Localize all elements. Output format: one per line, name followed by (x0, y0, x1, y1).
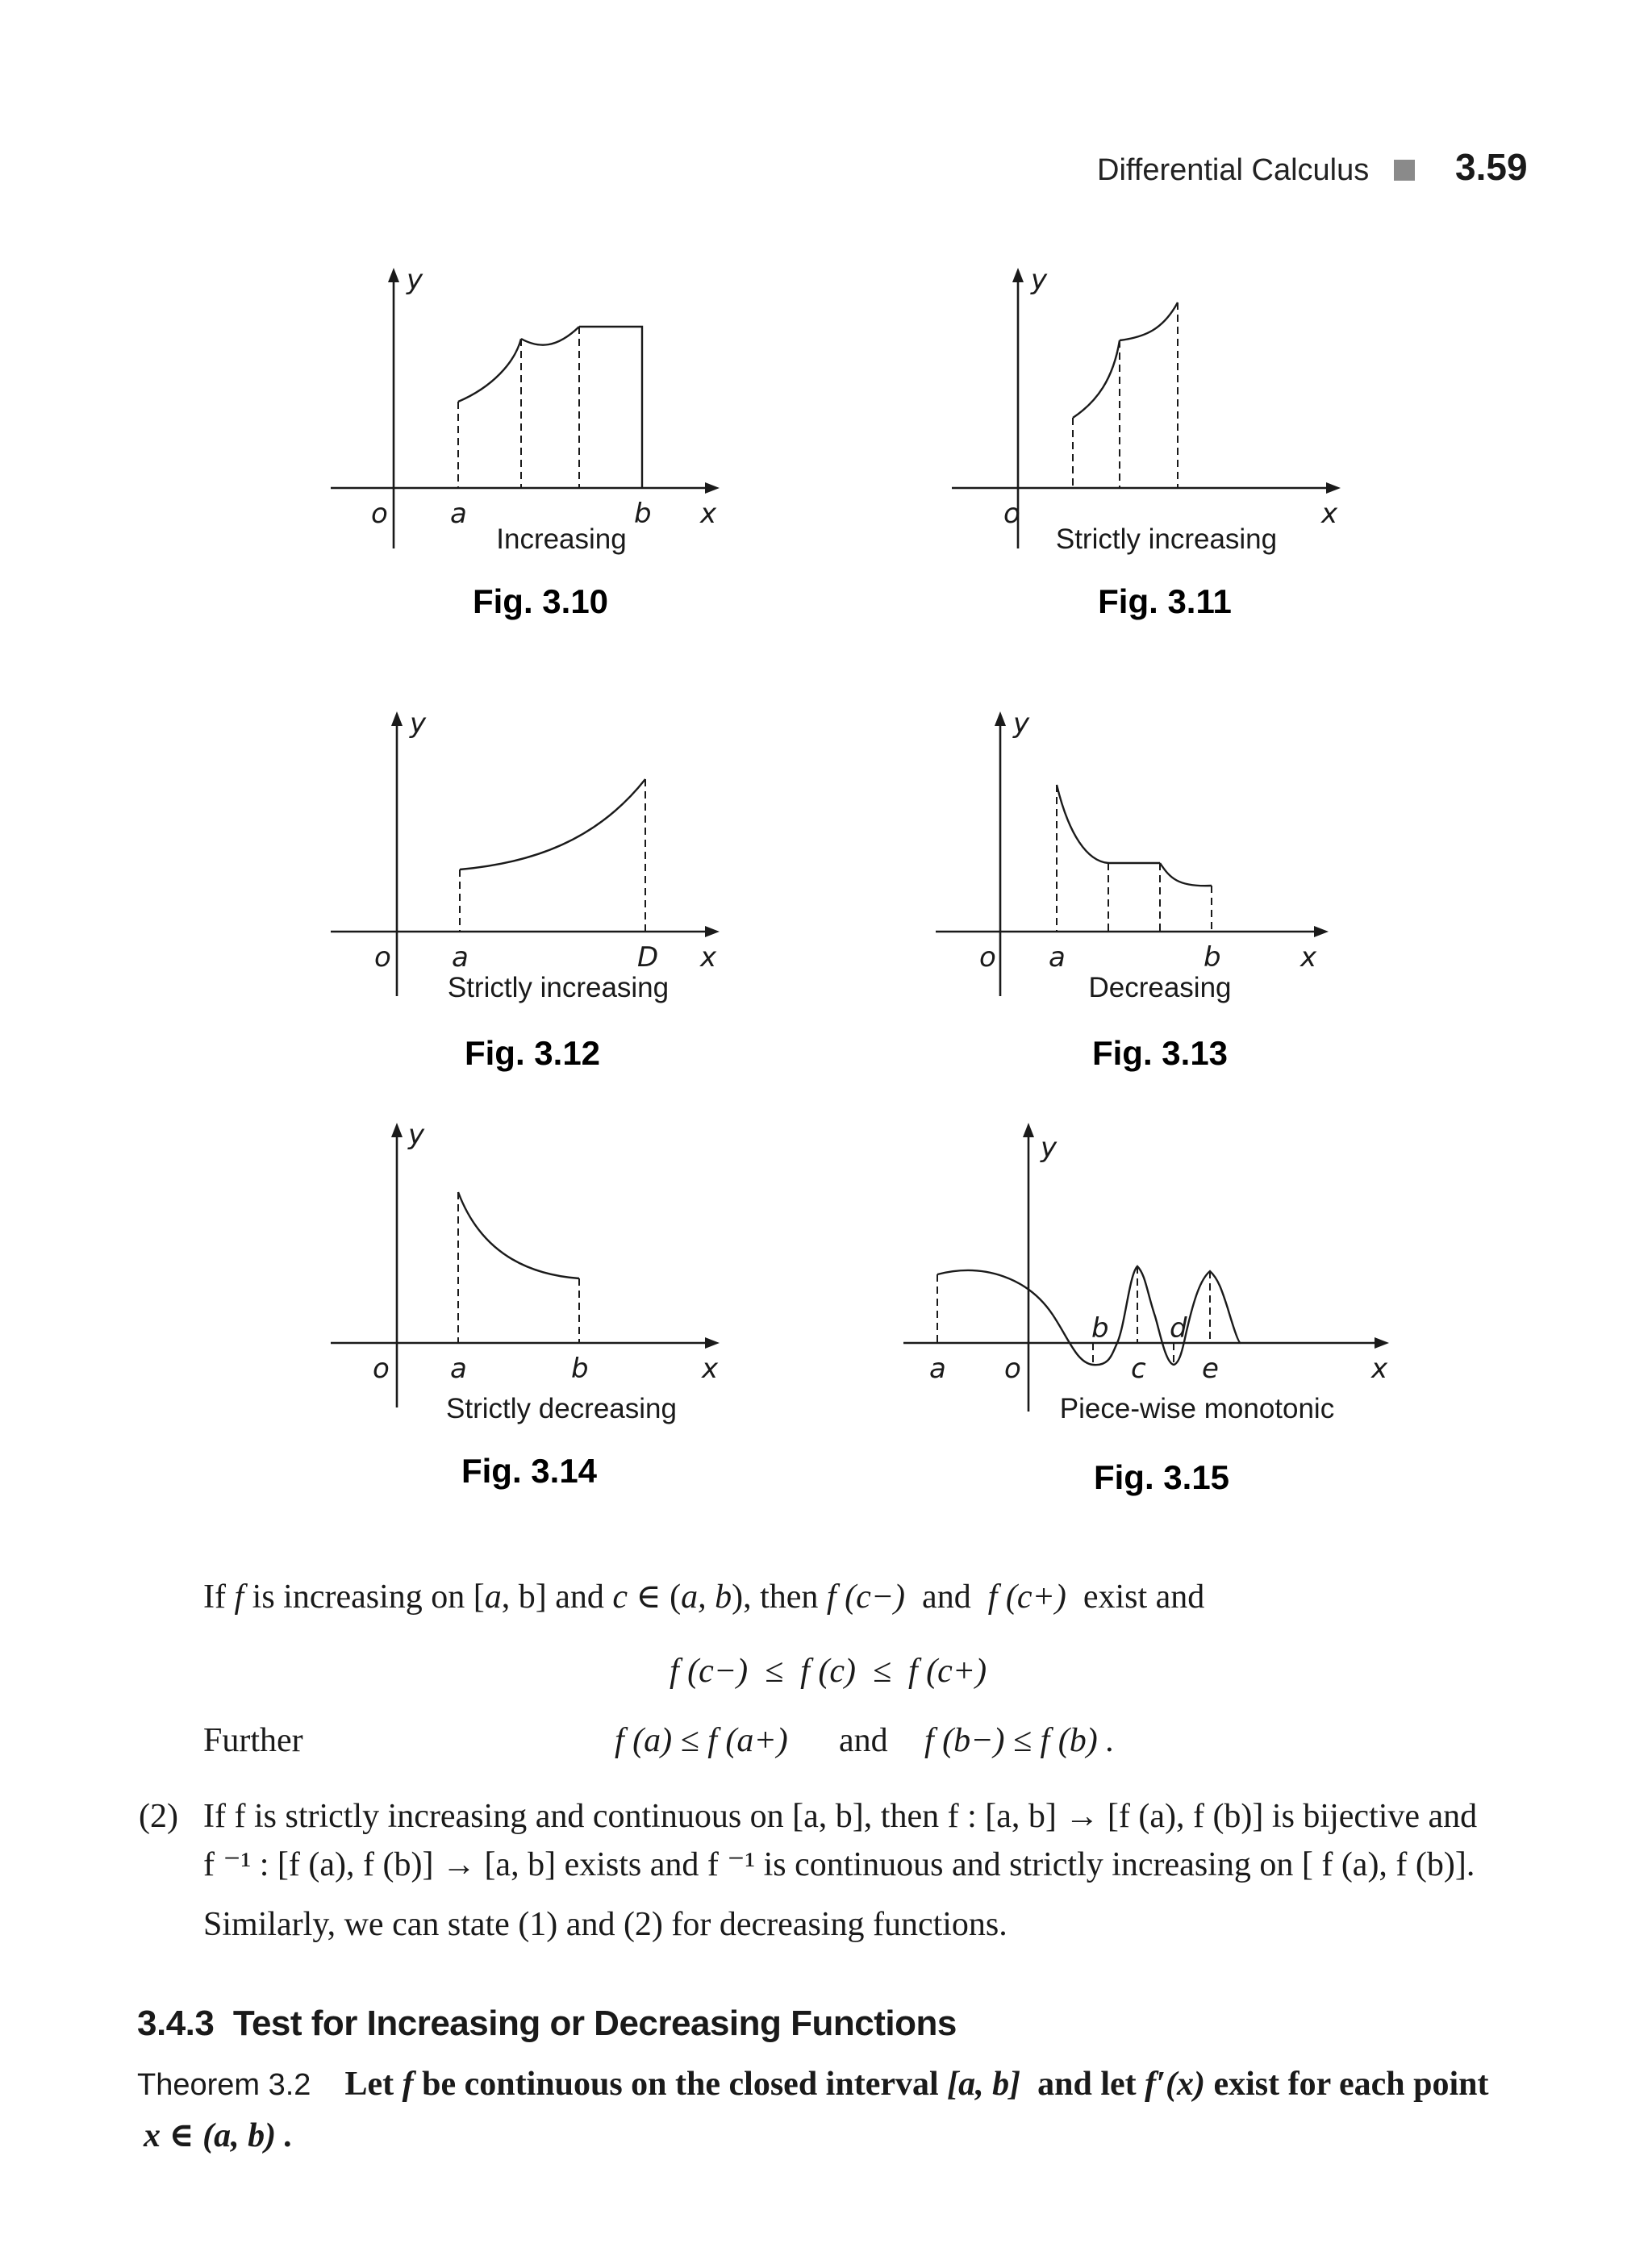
origin-label: o (373, 1353, 390, 1385)
item-2-number: (2) (139, 1798, 178, 1835)
x-axis-arrow-icon (1326, 482, 1341, 494)
x-axis-arrow-icon (1314, 926, 1329, 937)
section-number: 3.4.3 (137, 2004, 215, 2043)
y-axis-arrow-icon (391, 711, 403, 726)
y-axis-arrow-icon (1012, 268, 1024, 282)
b-label: D (637, 941, 659, 974)
origin-label: o (371, 498, 388, 530)
x-label: x (1371, 1353, 1388, 1385)
y-axis-arrow-icon (995, 711, 1006, 726)
curve-segment-2 (521, 327, 579, 345)
y-axis-arrow-icon (391, 1123, 403, 1137)
equation-2-and: and (839, 1722, 888, 1759)
theorem-line-2: x ∈ (a, b) . (144, 2117, 294, 2154)
figure-3-10 (323, 258, 742, 629)
b-label: b (571, 1353, 589, 1385)
figure-3-11 (944, 258, 1363, 629)
item-2-line-1: If f is strictly increasing and continuous on [a, b], then f : [a, b] → [f (a), f (b)] is bijective and (203, 1798, 1478, 1835)
curve-segment-2 (1120, 302, 1178, 340)
theorem-line-1: Let f be continuous on the closed interval [a, b] and let f′(x) exist for each point (344, 2066, 1489, 2103)
a-label: a (450, 498, 467, 530)
x-label: x (700, 941, 717, 974)
item-2-line-3: Similarly, we can state (1) and (2) for decreasing functions. (203, 1906, 1007, 1943)
x-label: x (1321, 498, 1338, 530)
step-segment (579, 327, 642, 488)
a-label: a (450, 1353, 467, 1385)
figure-label: Fig. 3.12 (464, 1034, 601, 1072)
equation-2-right: f (b−) ≤ f (b) . (924, 1722, 1115, 1759)
a-label: a (929, 1353, 946, 1385)
x-axis-arrow-icon (705, 926, 720, 937)
figure-caption: Strictly increasing (1055, 523, 1278, 555)
x-label: x (700, 498, 717, 530)
curve-segment-1 (458, 339, 521, 402)
equation-1: f (c−) ≤ f (c) ≤ f (c+) (670, 1653, 987, 1690)
origin-label: o (979, 941, 996, 974)
figure-label: Fig. 3.14 (461, 1452, 598, 1490)
running-title: Differential Calculus (1097, 153, 1370, 187)
a-label: a (452, 941, 469, 974)
further-label: Further (203, 1722, 303, 1759)
figure-caption: Strictly decreasing (446, 1393, 677, 1424)
x-label: x (1300, 941, 1317, 974)
theorem-label: Theorem 3.2 (137, 2068, 311, 2102)
figure-label: Fig. 3.11 (1098, 582, 1232, 620)
figure-caption: Increasing (496, 523, 627, 555)
figure-label: Fig. 3.10 (472, 582, 609, 620)
curve (458, 1192, 579, 1278)
section-title: Test for Increasing or Decreasing Functions (232, 2004, 957, 2043)
x-label: x (702, 1353, 719, 1385)
origin-label: o (374, 941, 391, 974)
y-label: y (1041, 1132, 1058, 1164)
curve-segment-1 (1073, 340, 1120, 418)
section-heading (137, 2004, 957, 2044)
equation-2-left: f (a) ≤ f (a+) (615, 1722, 788, 1759)
curve (937, 1266, 1241, 1365)
page-number: 3.59 (1455, 146, 1528, 188)
curve-segment-2 (1160, 863, 1212, 886)
figure-caption: Decreasing (1088, 972, 1232, 1003)
curve-segment-1 (1057, 785, 1108, 863)
y-label: y (407, 264, 423, 296)
figure-3-15 (895, 1113, 1395, 1500)
x-axis-arrow-icon (705, 482, 720, 494)
y-label: y (410, 707, 427, 740)
item-2-line-2: f ⁻¹ : [f (a), f (b)] → [a, b] exists and f ⁻¹ is continuous and strictly increasing on [ f (a), f (b)]. (203, 1846, 1475, 1883)
figure-3-14 (323, 1113, 742, 1500)
figure-caption: Piece-wise monotonic (1059, 1393, 1335, 1424)
figure-label: Fig. 3.15 (1093, 1458, 1230, 1496)
a-label: a (1049, 941, 1066, 974)
theorem (137, 2065, 1488, 2104)
y-label: y (1031, 264, 1048, 296)
paragraph-1: If f is increasing on [a, b] and c ∈ (a, b), then f (c−) and f (c+) exist and (203, 1578, 1205, 1616)
figure-3-13 (928, 702, 1347, 1073)
c-label: c (1131, 1353, 1146, 1385)
x-axis-arrow-icon (1375, 1337, 1389, 1349)
origin-label: o (1003, 498, 1020, 530)
b-label: b (1204, 941, 1221, 974)
curve (460, 779, 645, 869)
y-label: y (1013, 707, 1030, 740)
figure-3-12 (323, 702, 742, 1073)
header-square-icon (1394, 160, 1415, 181)
e-label: e (1202, 1353, 1219, 1385)
y-axis-arrow-icon (1023, 1123, 1034, 1137)
origin-label: o (1004, 1353, 1021, 1385)
d-label: d (1170, 1312, 1187, 1345)
x-axis-arrow-icon (705, 1337, 720, 1349)
y-label: y (408, 1119, 425, 1151)
y-axis-arrow-icon (388, 268, 399, 282)
b-label: b (1091, 1312, 1109, 1345)
figure-caption: Strictly increasing (447, 972, 670, 1003)
b-label: b (634, 498, 652, 530)
figure-label: Fig. 3.13 (1091, 1034, 1229, 1072)
